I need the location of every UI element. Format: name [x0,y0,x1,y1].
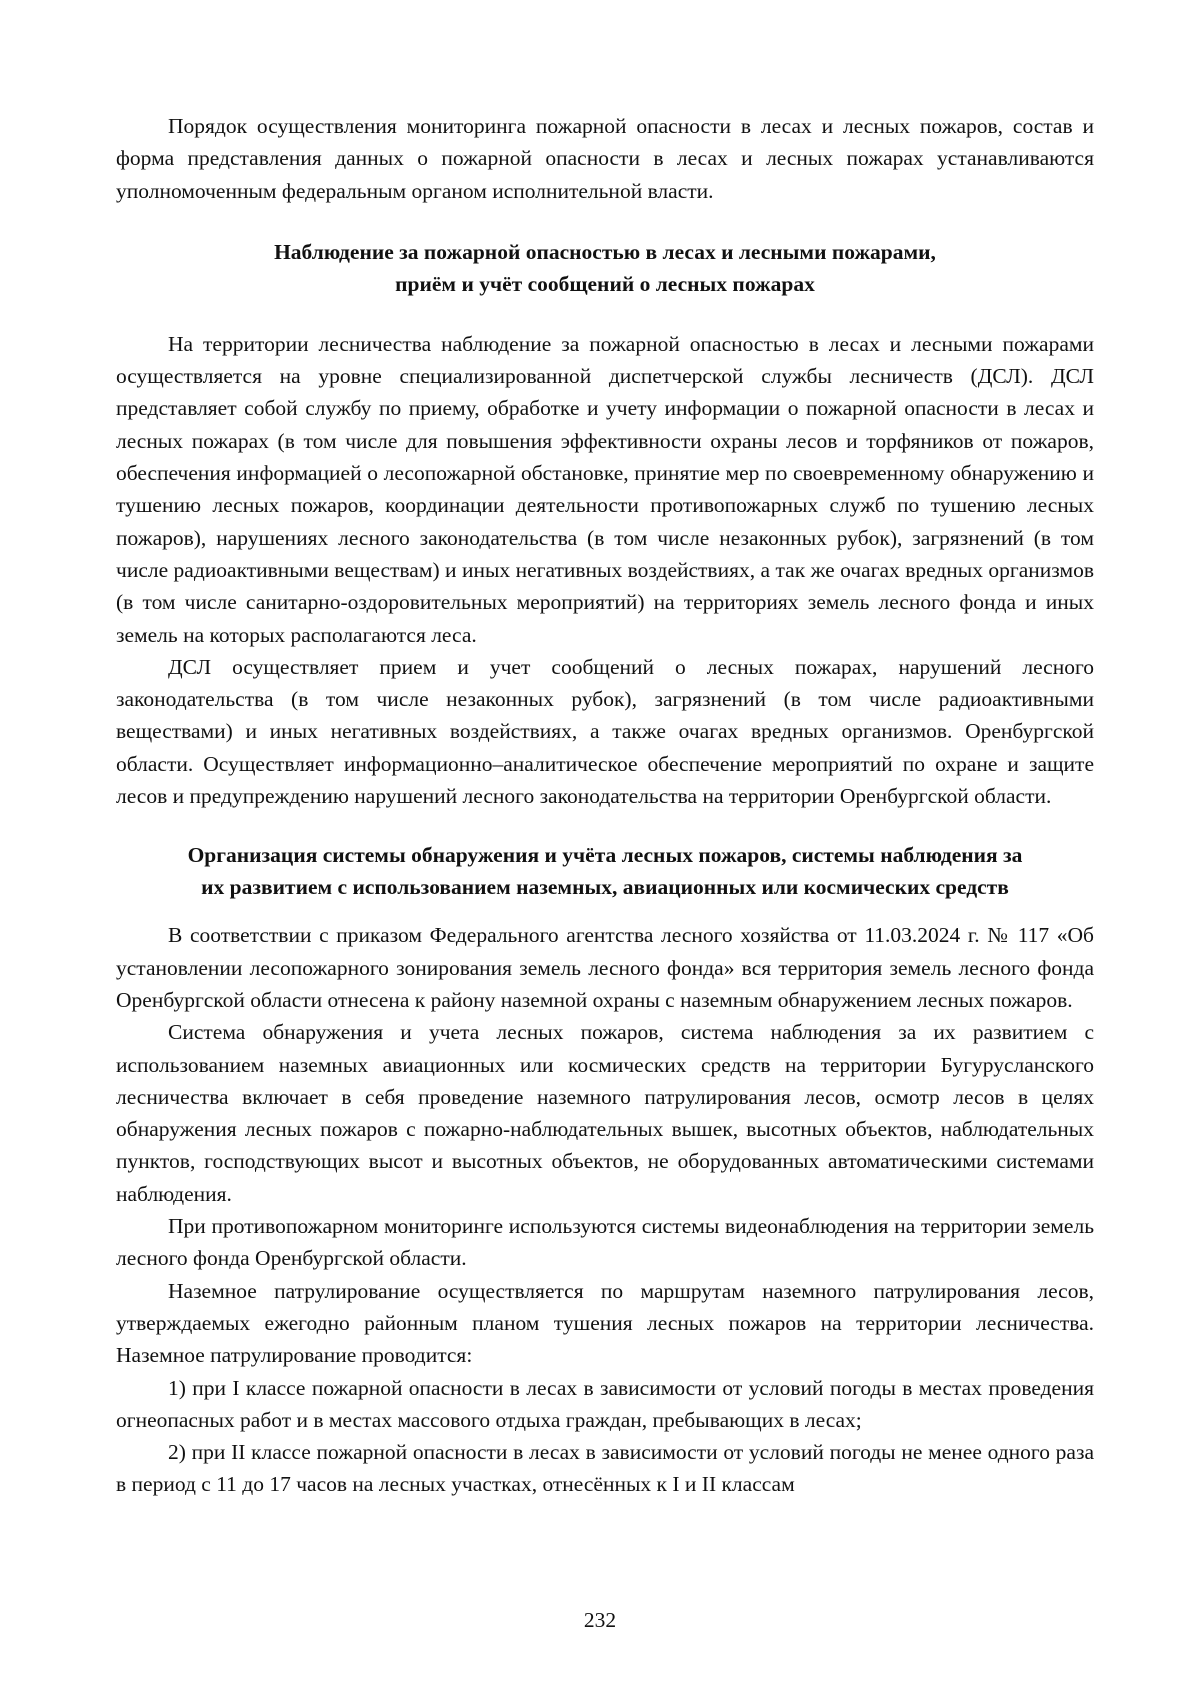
page-number: 232 [583,1608,617,1632]
heading-line: Наблюдение за пожарной опасностью в лесах и лесными пожарами, [274,239,936,264]
paragraph: На территории лесничества наблюдение за пожарной опасностью в лесах и лесными пожарами осуществляется на уровне специализированной диспетчерской службы лесничеств (ДСЛ). ДСЛ представляет собой службу по приему, обработке и учету информации о пожарной опасности в лесах и лесных пожарах (в том числе для повышения эффективности охраны лесов и торфяников от пожаров, обеспечения информацией о лесопожарной обстановке, принятие мер по своевременному обнаружению и тушению лесных пожаров, координации деятельности противопожарных служб по тушению лесных пожаров), нарушениях лесного законодательства (в том числе незаконных рубок), загрязнений (в том числе радиоактивными веществам) и иных негативных воздействиях, а так же очагах вредных организмов (в том числе санитарно-оздоровительных мероприятий) на территориях земель лесного фонда и иных земель на которых располагаются леса. [116,331,1094,647]
paragraph: Наземное патрулирование осуществляется по маршрутам наземного патрулирования лесов, утверждаемых ежегодно районным планом тушения лесных пожаров на территории лесничества. Наземное патрулирование проводится: [116,1278,1094,1368]
section-heading-detection [116,839,1094,903]
paragraph: В соответствии с приказом Федерального агентства лесного хозяйства от 11.03.2024 г. № 117 «Об установлении лесопожарного зонирования земель лесного фонда» вся территория земель лесного фонда Оренбургской области отнесена к району наземной охраны с наземным обнаружением лесных пожаров. [116,923,1094,1012]
list-item: 2) при II классе пожарной опасности в лесах в зависимости от условий погоды не менее одного раза в период с 11 до 17 часов на лесных участках, отнесённых к I и II классам [116,1440,1094,1497]
paragraph: ДСЛ осуществляет прием и учет сообщений о лесных пожарах, нарушений лесного законодательства (в том числе незаконных рубок), загрязнений (в том числе радиоактивными веществами) и иных негативных воздействиях, а также очагах вредных организмов. Оренбургской области. Осуществляет информационно–аналитическое обеспечение мероприятий по охране и защите лесов и предупреждению нарушений лесного законодательства на территории Оренбургской области. [116,654,1094,809]
section-heading-observation [116,236,1094,300]
document-page [116,110,1094,1501]
intro-paragraph: Порядок осуществления мониторинга пожарной опасности в лесах и лесных пожаров, состав и форма представления данных о пожарной опасности в лесах и лесных пожарах устанавливаются уполномоченным федеральным органом исполнительной власти. [116,114,1094,203]
heading-line: их развитием с использованием наземных, авиационных или космических средств [201,875,1009,900]
paragraph: При противопожарном мониторинге используются системы видеонаблюдения на территории земель лесного фонда Оренбургской области. [116,1214,1094,1271]
paragraph: Система обнаружения и учета лесных пожаров, система наблюдения за их развитием с использованием наземных авиационных или космических средств на территории Бугурусланского лесничества включает в себя проведение наземного патрулирования лесов, осмотр лесов в целях обнаружения лесных пожаров с пожарно-наблюдательных вышек, высотных объектов, наблюдательных пунктов, господствующих высот и высотных объектов, не оборудованных автоматическими системами наблюдения. [116,1020,1094,1206]
list-item: 1) при I классе пожарной опасности в лесах в зависимости от условий погоды в местах проведения огнеопасных работ и в местах массового отдыха граждан, пребывающих в лесах; [116,1375,1094,1432]
heading-line: Организация системы обнаружения и учёта лесных пожаров, системы наблюдения за [187,843,1023,868]
heading-line: приём и учёт сообщений о лесных пожарах [395,271,815,296]
